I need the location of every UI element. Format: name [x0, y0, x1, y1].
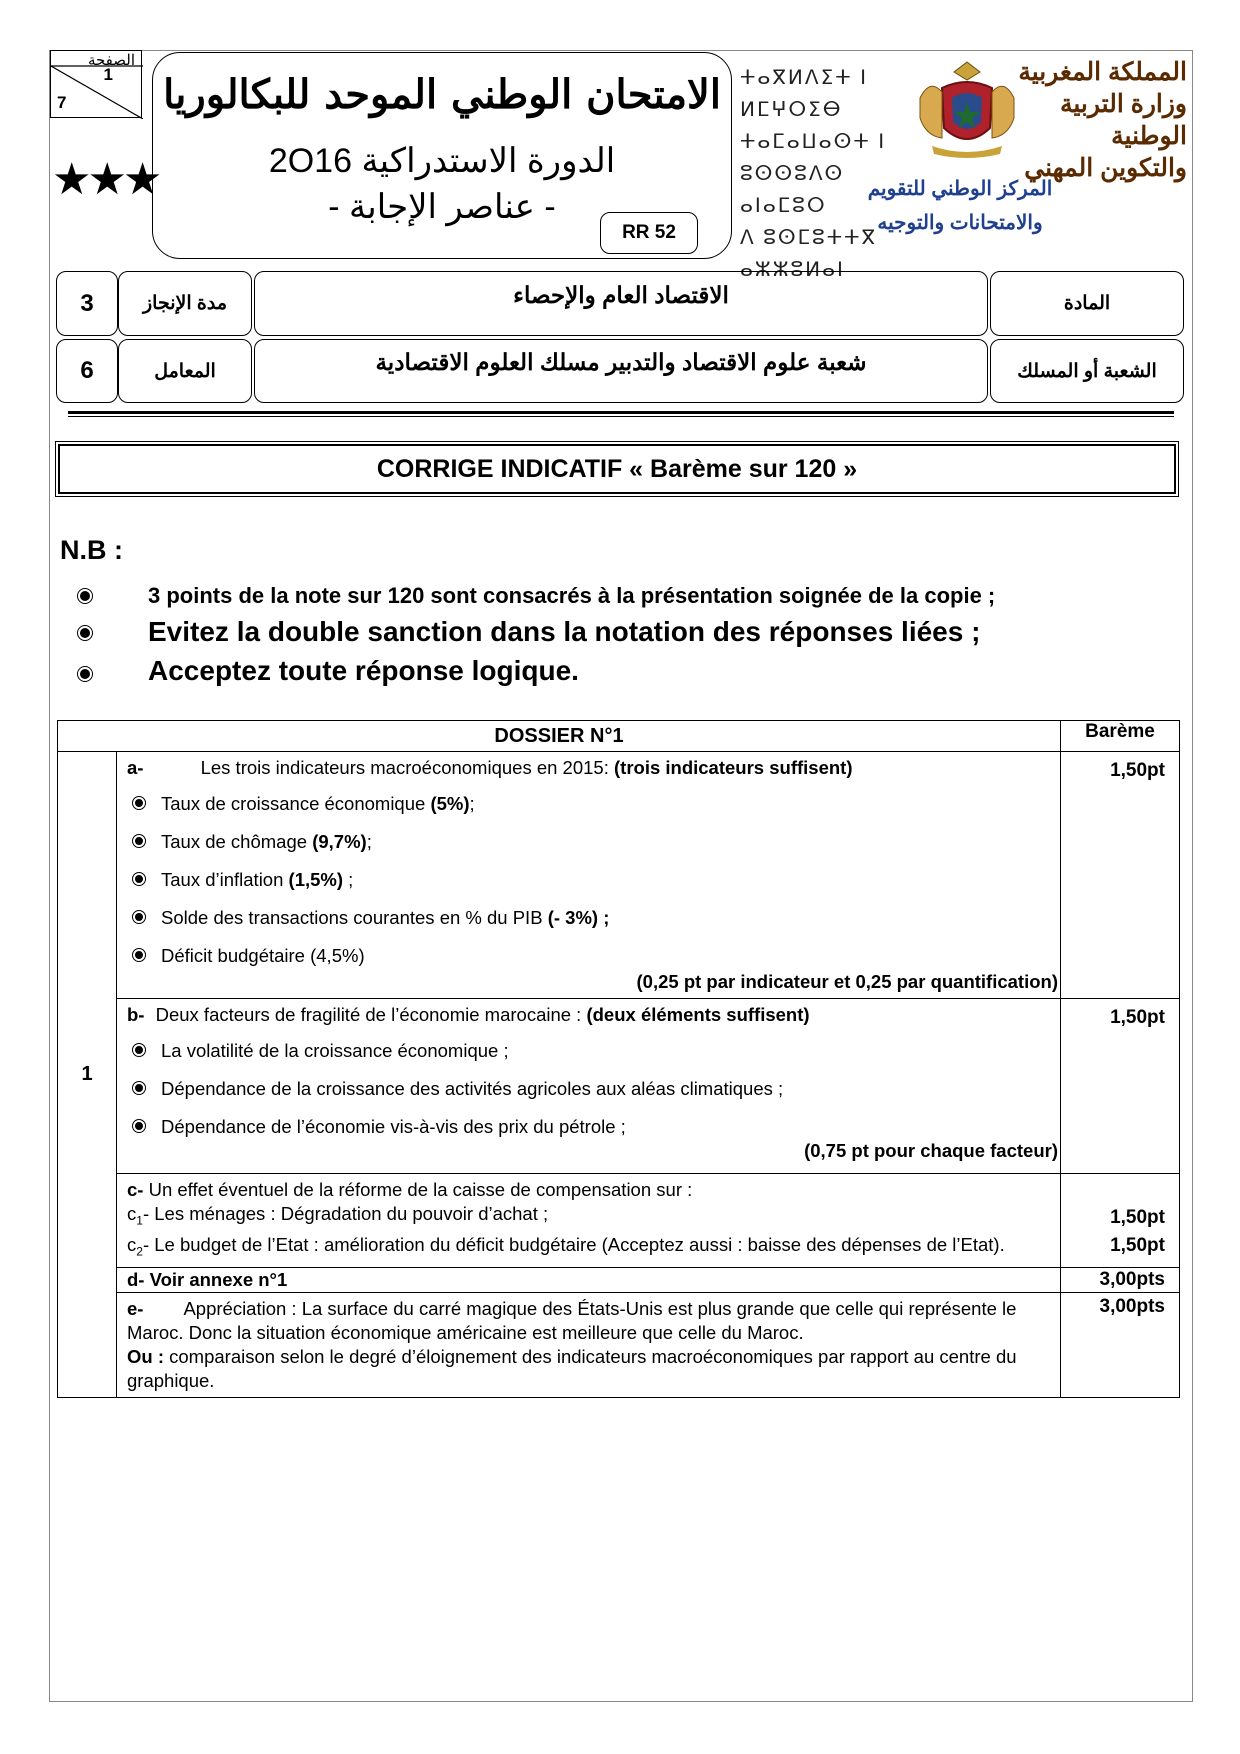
tifinagh-text: ⵜⴰⴳⵍⴷⵉⵜ ⵏ ⵍⵎⵖⵔⵉⴱ ⵜⴰⵎⴰⵡⴰⵙⵜ ⵏ ⵓⵙⵙⵓⴷⵙ ⴰⵏⴰⵎⵓⵔ ⴷ ⵓⵙⵎⵓⵜⵜⴳ ⴰⵣⵣⵓⵍⴰⵏ [740, 67, 887, 281]
national-center-text: المركز الوطني للتقويم والامتحانات والتوجيه [867, 178, 1053, 234]
separator [68, 411, 1174, 414]
page-current: 1 [103, 65, 113, 84]
list-item: Déficit budgétaire (4,5%) [127, 944, 1060, 968]
list-item: Dépendance de l’économie vis-à-vis des prix du pétrole ; [127, 1115, 1060, 1139]
question-a: a- Les trois indicateurs macroéconomiques en 2015: (trois indicateurs suffisent) Taux de croissance économique (5%); Taux de chômage (9,7%); Taux d’inflation (1,5%) ; Solde des transactions courantes en % du PIB (- 3%) ; Déficit budgétaire (4,5%) (0,25 pt par indicateur et 0,25 par quantification) [117, 752, 1061, 999]
question-b: b- Deux facteurs de fragilité de l’économie marocaine : (deux éléments suffisent) La volatilité de la croissance économique ; Dépendance de la croissance des activités agricoles aux aléas climatiques ; Dépendance de l’économie vis-à-vis des prix du pétrole ; (0,75 pt pour chaque facteur) [117, 999, 1061, 1174]
dossier-table [57, 720, 1180, 1398]
branch: شعبة علوم الاقتصاد والتدبير مسلك العلوم الاقتصادية [254, 339, 988, 403]
page-label: الصفحة [87, 52, 135, 69]
corrige-title: CORRIGE INDICATIF « Barème sur 120 » [58, 444, 1176, 494]
bullet-icon [78, 589, 92, 603]
nb-item: 3 points de la note sur 120 sont consacrés à la présentation soignée de la copie ; [148, 583, 995, 609]
bullet-icon [133, 873, 145, 885]
question-c: c- Un effet éventuel de la réforme de la caisse de compensation sur : $c_1-$ Les ménages : Dégradation du pouvoir d’achat ; $c_2-$ Le budget de l’Etat : amélioration du déficit budgétaire (Acceptez aussi : baisse des dépenses de l’Etat). [117, 1174, 1061, 1268]
exam-title: الامتحان الوطني الموحد للبكالوريا [163, 71, 721, 118]
bullet-icon [78, 667, 92, 681]
bullet-icon [133, 797, 145, 809]
list-item: Taux d’inflation (1,5%) ; [127, 868, 1060, 892]
score-e: 3,00pts [1061, 1293, 1180, 1398]
bullet-icon [133, 1082, 145, 1094]
separator-thin [68, 416, 1174, 417]
bullet-icon [133, 949, 145, 961]
coat-of-arms-icon [912, 58, 1022, 160]
score-a: 1,50pt [1061, 752, 1180, 999]
page-total: 7 [57, 93, 67, 112]
bullet-icon [133, 1120, 145, 1132]
duration-value: 3 [56, 271, 118, 336]
bullet-icon [133, 911, 145, 923]
list-item: Taux de croissance économique (5%); [127, 792, 1060, 816]
exam-session: الدورة الاستدراكية 2O16 [268, 142, 616, 180]
list-item: Taux de chômage (9,7%); [127, 830, 1060, 854]
coef-value: 6 [56, 339, 118, 403]
list-item: La volatilité de la croissance économique ; [127, 1039, 1060, 1063]
subject-label: المادة [990, 271, 1184, 336]
bareme-header: Barème [1061, 721, 1180, 752]
coef-label: المعامل [118, 339, 252, 403]
duration-label: مدة الإنجاز [118, 271, 252, 336]
nb-item: Evitez la double sanction dans la notation des réponses liées ; [148, 616, 980, 648]
bullet-icon [133, 835, 145, 847]
score-c: 1,50pt 1,50pt [1061, 1174, 1180, 1268]
question-number: 1 [58, 752, 117, 1398]
nb-label: N.B : [60, 535, 123, 565]
question-d: d- Voir annexe n°1 [117, 1268, 1061, 1293]
answer-elements: - عناصر الإجابة - [328, 188, 556, 226]
exam-code: RR 52 [600, 212, 698, 254]
score-b: 1,50pt [1061, 999, 1180, 1174]
scoring-note: (0,75 pt pour chaque facteur) [804, 1140, 1058, 1161]
question-e: e- Appréciation : La surface du carré magique des États-Unis est plus grande que celle qui représente le Maroc. Donc la situation économique américaine est meilleure que celle du Maroc. Ou : comparaison selon le degré d’éloignement des indicateurs macroéconomiques par rapport au centre du graphique. [117, 1293, 1061, 1398]
kingdom-text: المملكة المغربية وزارة التربية الوطنية والتكوين المهني [1018, 58, 1187, 182]
scoring-note: (0,25 pt par indicateur et 0,25 par quantification) [636, 971, 1058, 992]
score-d: 3,00pts [1061, 1268, 1180, 1293]
list-item: Solde des transactions courantes en % du PIB (- 3%) ; [127, 906, 1060, 930]
bullet-icon [78, 626, 92, 640]
page-number-box [50, 50, 142, 118]
bullet-icon [133, 1044, 145, 1056]
subject: الاقتصاد العام والإحصاء [254, 271, 988, 336]
stars: ★★★ [52, 155, 159, 204]
dossier-title: DOSSIER N°1 [58, 721, 1061, 752]
branch-label: الشعبة أو المسلك [990, 339, 1184, 403]
nb-item: Acceptez toute réponse logique. [148, 655, 579, 687]
list-item: Dépendance de la croissance des activités agricoles aux aléas climatiques ; [127, 1077, 1060, 1101]
